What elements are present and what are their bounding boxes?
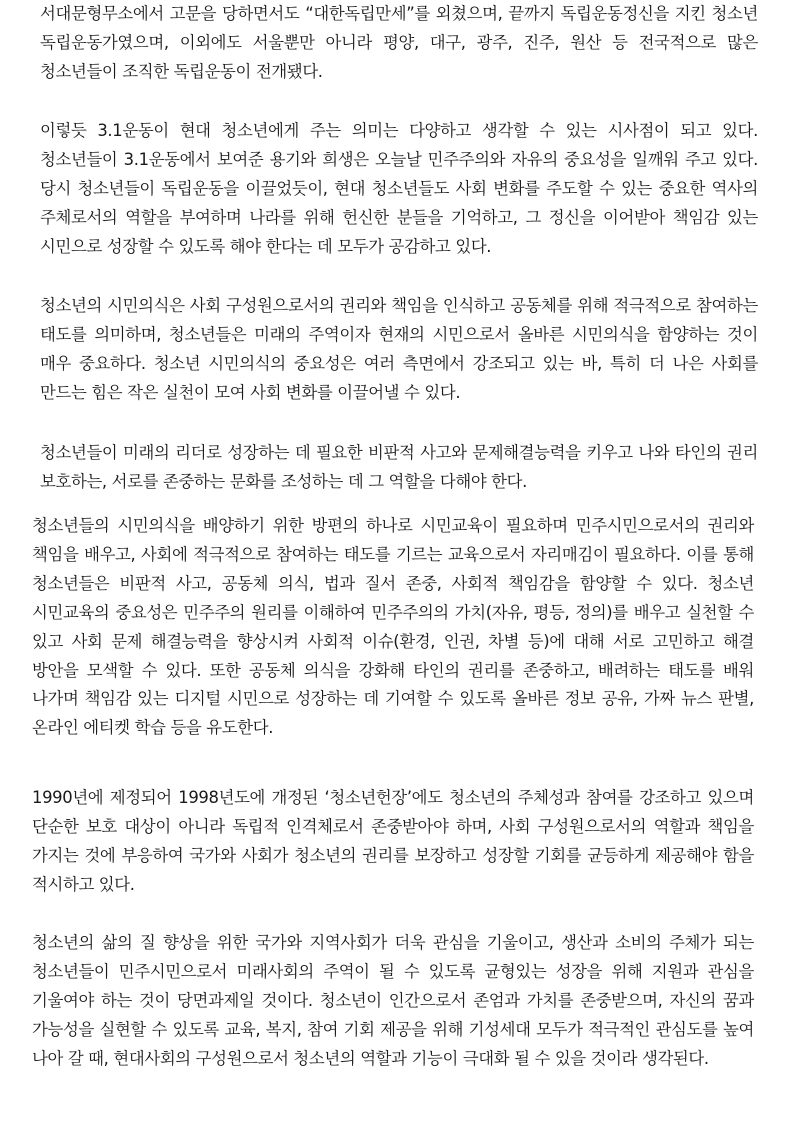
paragraph-5: 청소년들의 시민의식을 배양하기 위한 방편의 하나로 시민교육이 필요하며 민주시민으로서의 권리와 책임을 배우고, 사회에 적극적으로 참여하는 태도를 기르는 교육으로서 자리매김이 필요하다. 이를 통해 청소년들은 비판적 사고, 공동체 의식, 법과 질서 존중, 사회적 책임감을 함양할 수 있다. 청소년 시민교육의 중요성은 민주주의 원리를 이해하여 민주주의의 가치(자유, 평등, 정의)를 배우고 실천할 수 있고 사회 문제 해결능력을 향상시켜 사회적 이슈(환경, 인권, 차별 등)에 대해 서로 고민하고 해결 방안을 모색할 수 있다. 또한 공동체 의식을 강화해 타인의 권리를 존중하고, 배려하는 태도를 배워 나가며 책임감 있는 디지털 시민으로 성장하는 데 기여할 수 있도록 올바른 정보 공유, 가짜 뉴스 판별, 온라인 에티켓 학습 등을 유도한다. — [32, 516, 754, 738]
paragraph-2: 이렇듯 3.1운동이 현대 청소년에게 주는 의미는 다양하고 생각할 수 있는 시사점이 되고 있다. 청소년들이 3.1운동에서 보여준 용기와 희생은 오늘날 민주주의와 자유의 중요성을 일깨워 주고 있다. 당시 청소년들이 독립운동을 이끌었듯이, 현대 청소년들도 사회 변화를 주도할 수 있는 중요한 역사의 주체로서의 역할을 부여하며 나라를 위해 헌신한 분들을 기억하고, 그 정신을 이어받아 책임감 있는 시민으로 성장할 수 있도록 해야 한다는 데 모두가 공감하고 있다. — [40, 121, 758, 256]
paragraph-7: 청소년의 삶의 질 향상을 위한 국가와 지역사회가 더욱 관심을 기울이고, 생산과 소비의 주체가 되는 청소년들이 민주시민으로서 미래사회의 주역이 될 수 있도록 균형있는 성장을 위해 지원과 관심을 기울여야 하는 것이 당면과제일 것이다. 청소년이 인간으로서 존엄과 가치를 존중받으며, 자신의 꿈과 가능성을 실현할 수 있도록 교육, 복지, 참여 기회 제공을 위해 기성세대 모두가 적극적인 관심도를 높여 나아 갈 때, 현대사회의 구성원으로서 청소년의 역할과 기능이 극대화 될 수 있을 것이라 생각된다. — [32, 933, 754, 1068]
paragraph-4: 청소년들이 미래의 리더로 성장하는 데 필요한 비판적 사고와 문제해결능력을 키우고 나와 타인의 권리 보호하는, 서로를 존중하는 문화를 조성하는 데 그 역할을 다해야 한다. — [40, 443, 758, 491]
paragraph-3: 청소년의 시민의식은 사회 구성원으로서의 권리와 책임을 인식하고 공동체를 위해 적극적으로 참여하는 태도를 의미하며, 청소년들은 미래의 주역이자 현재의 시민으로서 올바른 시민의식을 함양하는 것이 매우 중요하다. 청소년 시민의식의 중요성은 여러 측면에서 강조되고 있는 바, 특히 더 나은 사회를 만드는 힘은 작은 실천이 모여 사회 변화를 이끌어낼 수 있다. — [40, 296, 758, 402]
paragraph-6: 1990년에 제정되어 1998년도에 개정된 ‘청소년헌장’에도 청소년의 주체성과 참여를 강조하고 있으며 단순한 보호 대상이 아니라 독립적 인격체로서 존중받아야 하며, 사회 구성원으로서의 역할과 책임을 가지는 것에 부응하여 국가와 사회가 청소년의 권리를 보장하고 성장할 기회를 균등하게 제공해야 함을 적시하고 있다. — [32, 788, 754, 894]
paragraph-1: 서대문형무소에서 고문을 당하면서도 “대한독립만세”를 외쳤으며, 끝까지 독립운동정신을 지킨 청소년 독립운동가였으며, 이외에도 서울뿐만 아니라 평양, 대구, 광주, 진주, 원산 등 전국적으로 많은 청소년들이 조직한 독립운동이 전개됐다. — [40, 4, 758, 81]
